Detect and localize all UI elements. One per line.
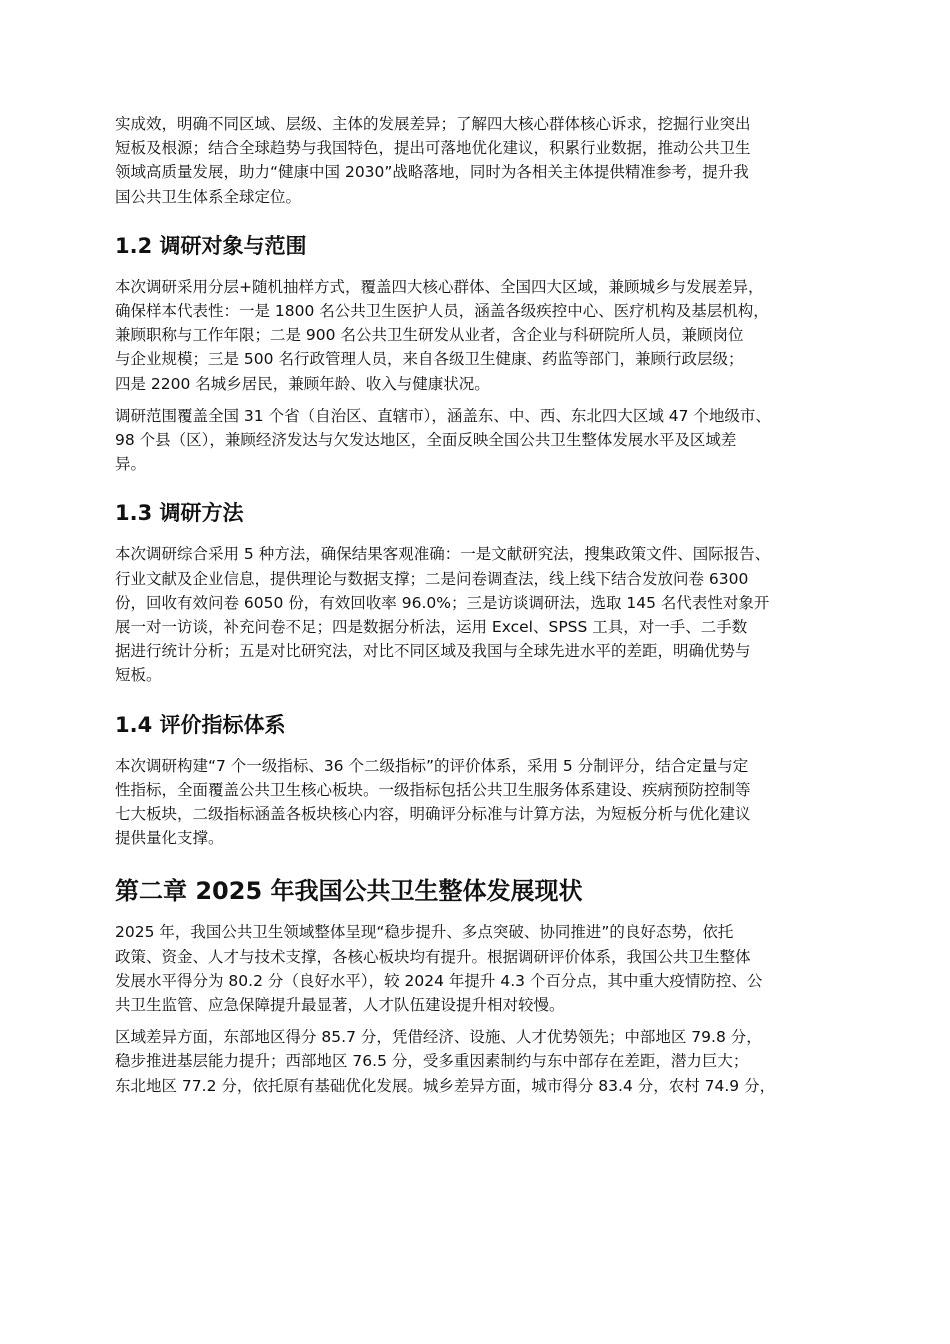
section-heading-1-2: 1.2 调研对象与范围 bbox=[115, 233, 307, 258]
text-line: 据进行统计分析；五是对比研究法，对比不同区域及我国与全球先进水平的差距，明确优势与 bbox=[115, 642, 751, 661]
text-line: 政策、资金、人才与技术支撑，各核心板块均有提升。根据调研评价体系，我国公共卫生整体 bbox=[115, 947, 751, 966]
text-line: 短板。 bbox=[115, 666, 162, 685]
text-line: 七大板块，二级指标涵盖各板块核心内容，明确评分标准与计算方法，为短板分析与优化建议 bbox=[115, 805, 751, 824]
text-line: 兼顾职称与工作年限；二是 900 名公共卫生研发从业者，含企业与科研院所人员，兼顾岗位 bbox=[115, 326, 744, 345]
text-line: 短板及根源；结合全球趋势与我国特色，提出可落地优化建议，积累行业数据，推动公共卫生 bbox=[115, 139, 751, 158]
text-line: 与企业规模；三是 500 名行政管理人员，来自各级卫生健康、药监等部门，兼顾行政层级； bbox=[115, 350, 744, 369]
text-line: 共卫生监管、应急保障提升最显著，人才队伍建设提升相对较慢。 bbox=[115, 996, 565, 1015]
text-line: 行业文献及企业信息，提供理论与数据支撑；二是问卷调查法，线上线下结合发放问卷 6300 bbox=[115, 569, 749, 588]
text-line: 98 个县（区），兼顾经济发达与欠发达地区，全面反映全国公共卫生整体发展水平及区域差 bbox=[115, 431, 737, 450]
intro-paragraph bbox=[115, 112, 850, 209]
text-line: 确保样本代表性：一是 1800 名公共卫生医护人员，涵盖各级疾控中心、医疗机构及基层机构， bbox=[115, 302, 769, 321]
text-line: 本次调研构建“7 个一级指标、36 个二级指标”的评价体系，采用 5 分制评分，结合定量与定 bbox=[115, 756, 749, 775]
text-line: 本次调研采用分层+随机抽样方式，覆盖四大核心群体、全国四大区域，兼顾城乡与发展差异， bbox=[115, 277, 764, 296]
ch2-paragraph-1 bbox=[115, 920, 850, 1017]
text-line: 发展水平得分为 80.2 分（良好水平），较 2024 年提升 4.3 个百分点，其中重大疫情防控、公 bbox=[115, 971, 763, 990]
chapter-heading-2: 第二章 2025 年我国公共卫生整体发展现状 bbox=[115, 877, 583, 906]
text-line: 东北地区 77.2 分，依托原有基础优化发展。城乡差异方面，城市得分 83.4 分，农村 74.9 分， bbox=[115, 1076, 776, 1095]
text-line: 四是 2200 名城乡居民，兼顾年龄、收入与健康状况。 bbox=[115, 374, 490, 393]
text-line: 区域差异方面，东部地区得分 85.7 分，凭借经济、设施、人才优势领先；中部地区 79.8 分， bbox=[115, 1028, 762, 1047]
text-line: 性指标，全面覆盖公共卫生核心板块。一级指标包括公共卫生服务体系建设、疾病预防控制等 bbox=[115, 780, 751, 799]
s13-paragraph-1 bbox=[115, 542, 850, 687]
s14-paragraph-1 bbox=[115, 754, 850, 851]
text-line: 稳步推进基层能力提升；西部地区 76.5 分，受多重因素制约与东中部存在差距，潜力巨大； bbox=[115, 1052, 749, 1071]
text-line: 实成效，明确不同区域、层级、主体的发展差异；了解四大核心群体核心诉求，挖掘行业突出 bbox=[115, 115, 751, 133]
text-line: 领域高质量发展，助力“健康中国 2030”战略落地，同时为各相关主体提供精准参考，提升我 bbox=[115, 163, 749, 182]
section-heading-1-3: 1.3 调研方法 bbox=[115, 501, 244, 526]
text-line: 本次调研综合采用 5 种方法，确保结果客观准确：一是文献研究法，搜集政策文件、国际报告、 bbox=[115, 545, 771, 564]
text-line: 调研范围覆盖全国 31 个省（自治区、直辖市），涵盖东、中、西、东北四大区域 47 个地级市、 bbox=[115, 406, 771, 425]
text-line: 份，回收有效问卷 6050 份，有效回收率 96.0%；三是访谈调研法，选取 145 名代表性对象开 bbox=[115, 593, 770, 612]
text-line: 提供量化支撑。 bbox=[115, 829, 224, 848]
text-line: 2025 年，我国公共卫生领域整体呈现“稳步提升、多点突破、协同推进”的良好态势，依托 bbox=[115, 923, 734, 942]
s12-paragraph-1 bbox=[115, 275, 850, 396]
document-page bbox=[115, 112, 850, 1098]
text-line: 异。 bbox=[115, 455, 147, 474]
s12-paragraph-2 bbox=[115, 404, 850, 477]
ch2-paragraph-2 bbox=[115, 1025, 850, 1098]
section-heading-1-4: 1.4 评价指标体系 bbox=[115, 712, 286, 737]
text-line: 展一对一访谈，补充问卷不足；四是数据分析法，运用 Excel、SPSS 工具，对一手、二手数 bbox=[115, 618, 748, 637]
text-line: 国公共卫生体系全球定位。 bbox=[115, 187, 302, 206]
